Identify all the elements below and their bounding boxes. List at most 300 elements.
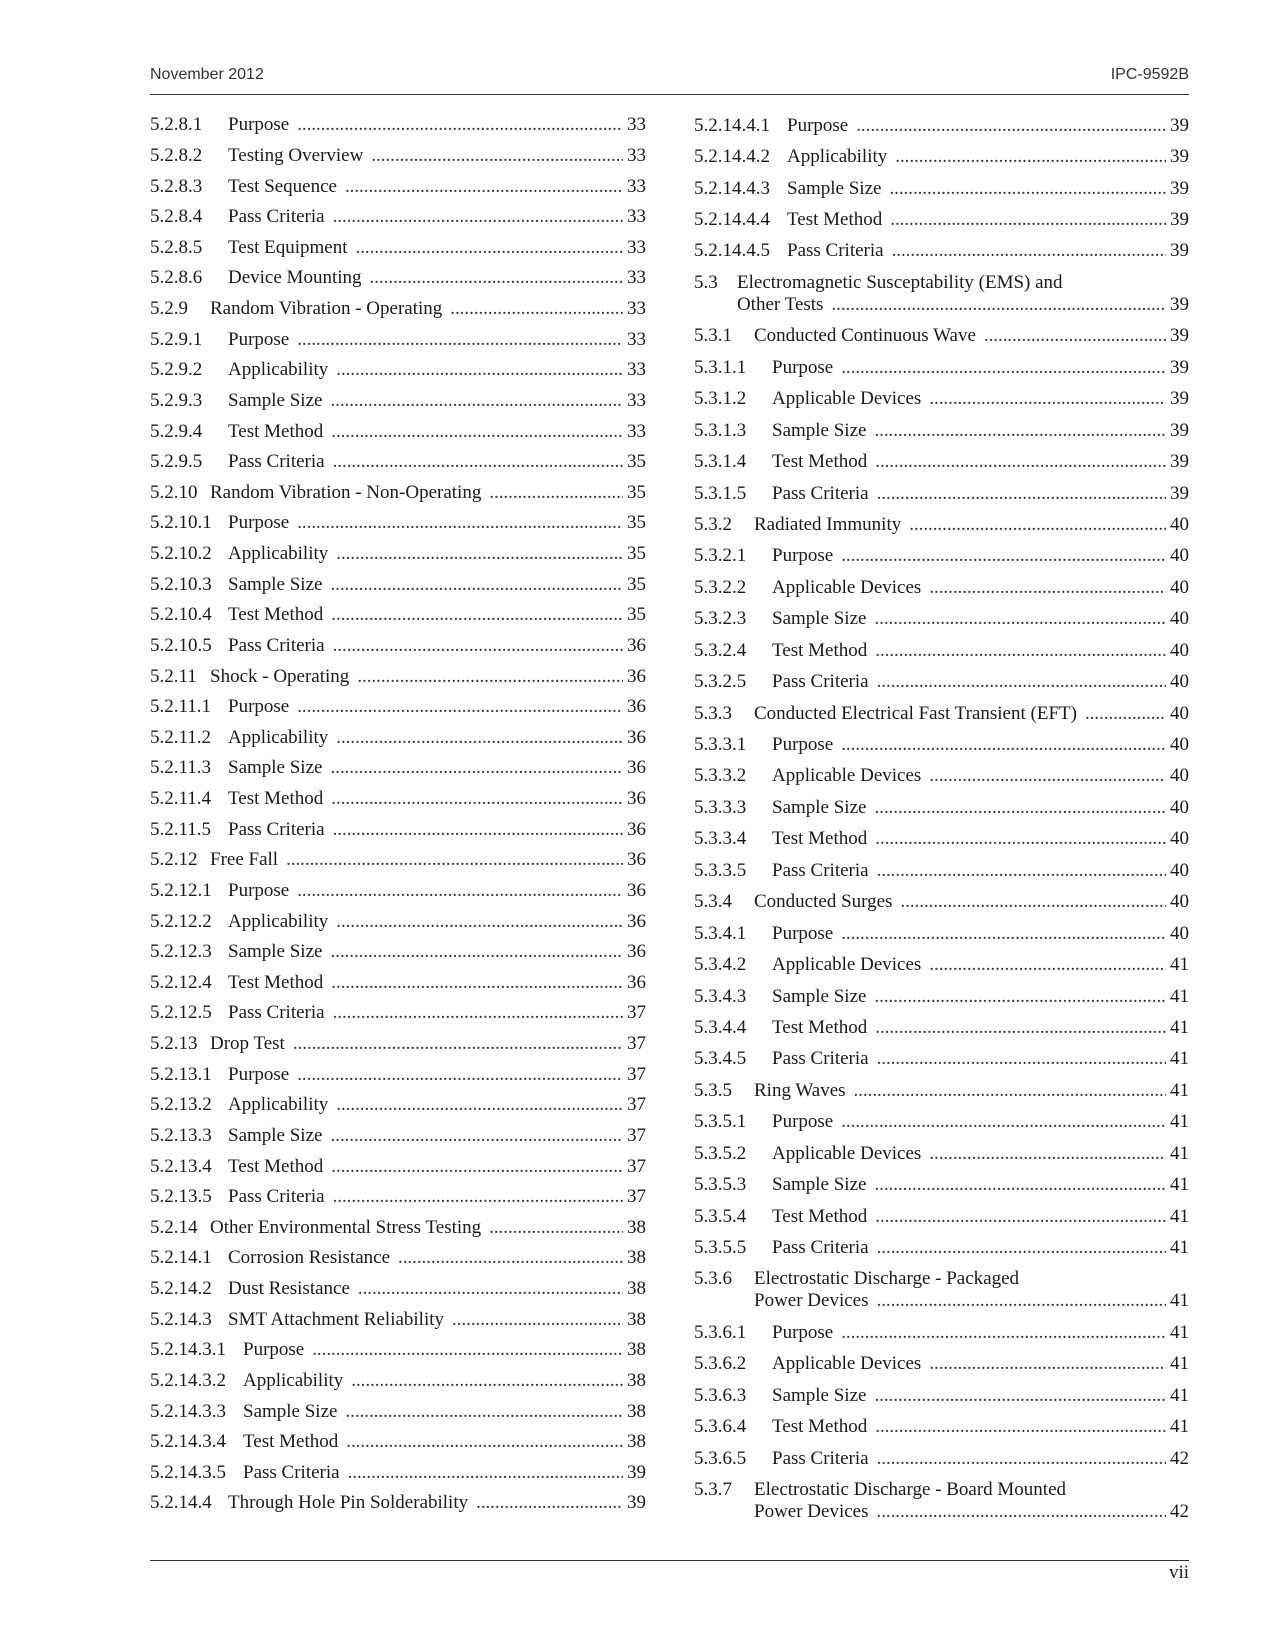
toc-section-title: Radiated Immunity	[754, 513, 902, 535]
toc-page-number: 39	[1170, 356, 1189, 378]
toc-entry[interactable]	[694, 141, 1189, 172]
toc-page-number: 36	[627, 696, 646, 718]
toc-section-title: Test Method	[243, 1431, 339, 1453]
toc-entry[interactable]	[150, 1243, 646, 1274]
toc-dot-leader	[929, 765, 1166, 787]
toc-page-number: 39	[1170, 177, 1189, 199]
toc-entry[interactable]	[694, 1443, 1189, 1474]
toc-section-number: 5.3.3.2	[694, 765, 747, 787]
toc-entry[interactable]	[150, 1090, 646, 1121]
toc-dot-leader	[331, 788, 623, 810]
toc-section-number: 5.2.8.1	[150, 114, 203, 136]
toc-dot-leader	[900, 891, 1166, 913]
toc-entry[interactable]	[694, 321, 1189, 352]
toc-entry[interactable]	[694, 1012, 1189, 1043]
toc-page-number: 39	[627, 1492, 646, 1514]
toc-page-number: 38	[627, 1308, 646, 1330]
toc-dot-leader	[889, 178, 1166, 200]
toc-page-number: 36	[627, 818, 646, 840]
toc-section-title: Purpose	[228, 696, 290, 718]
toc-entry[interactable]	[150, 692, 646, 723]
toc-section-number: 5.2.14.4.1	[694, 114, 770, 136]
toc-dot-leader	[331, 1156, 623, 1178]
toc-entry[interactable]	[694, 1474, 1189, 1527]
toc-dot-leader	[854, 1080, 1166, 1102]
toc-entry[interactable]	[150, 141, 646, 172]
toc-section-title: Purpose	[772, 356, 834, 378]
toc-dot-leader	[875, 1017, 1166, 1039]
toc-page-number: 35	[627, 573, 646, 595]
toc-section-number: 5.2.14.3.5	[150, 1461, 226, 1483]
toc-dot-leader	[895, 146, 1166, 168]
toc-section-title: Purpose	[772, 922, 834, 944]
toc-section-title: Sample Size	[772, 1384, 867, 1406]
toc-entry[interactable]	[150, 600, 646, 631]
toc-section-number: 5.3.6	[694, 1268, 732, 1290]
toc-section-number: 5.2.11.4	[150, 788, 212, 810]
toc-entry[interactable]	[150, 202, 646, 233]
toc-entry[interactable]	[150, 416, 646, 447]
toc-page-number: 33	[627, 328, 646, 350]
toc-section-title: Pass Criteria	[228, 451, 325, 473]
toc-section-title: Sample Size	[772, 608, 867, 630]
toc-dot-leader	[841, 734, 1166, 756]
toc-entry[interactable]	[694, 1349, 1189, 1380]
toc-section-title: Pass Criteria	[772, 671, 869, 693]
toc-entry[interactable]	[150, 539, 646, 570]
toc-entry[interactable]	[694, 572, 1189, 603]
toc-dot-leader	[297, 696, 623, 718]
toc-entry[interactable]	[694, 855, 1189, 886]
toc-section-title: Applicable Devices	[772, 1353, 922, 1375]
toc-page-number: 33	[627, 144, 646, 166]
toc-section-title: Corrosion Resistance	[228, 1247, 391, 1269]
toc-entry[interactable]	[150, 968, 646, 999]
toc-entry[interactable]	[694, 384, 1189, 415]
toc-section-number: 5.2.13.3	[150, 1124, 212, 1146]
toc-dot-leader	[831, 294, 1166, 316]
toc-entry[interactable]	[150, 1151, 646, 1182]
toc-dot-leader	[929, 954, 1166, 976]
toc-entry[interactable]	[150, 171, 646, 202]
toc-dot-leader	[345, 176, 623, 198]
toc-dot-leader	[330, 1125, 623, 1147]
toc-section-number: 5.3.5.5	[694, 1237, 747, 1259]
toc-section-title: Sample Size	[228, 941, 323, 963]
toc-entry[interactable]	[694, 478, 1189, 509]
toc-entry[interactable]	[694, 761, 1189, 792]
toc-section-number: 5.3.5.1	[694, 1111, 747, 1133]
toc-entry[interactable]	[694, 267, 1189, 320]
toc-entry[interactable]	[150, 478, 646, 509]
toc-page-number: 35	[627, 604, 646, 626]
toc-section-title: Test Method	[772, 1416, 868, 1438]
toc-section-number: 5.2.14.2	[150, 1278, 212, 1300]
toc-section-number: 5.2.11.3	[150, 757, 212, 779]
toc-entry[interactable]	[694, 204, 1189, 235]
header-date: November 2012	[150, 66, 264, 83]
toc-section-number: 5.3.3.4	[694, 828, 747, 850]
toc-section-title: Purpose	[228, 328, 290, 350]
toc-section-title: Purpose	[772, 734, 834, 756]
toc-page-number: 41	[1170, 1142, 1189, 1164]
toc-section-title: Test Sequence	[228, 175, 337, 197]
toc-section-number: 5.3.4.1	[694, 922, 747, 944]
toc-dot-leader	[333, 451, 623, 473]
toc-section-number: 5.2.10.5	[150, 634, 212, 656]
toc-dot-leader	[358, 1278, 623, 1300]
toc-entry[interactable]	[150, 324, 646, 355]
toc-dot-leader	[929, 1353, 1166, 1375]
toc-entry[interactable]	[150, 1059, 646, 1090]
toc-dot-leader	[371, 145, 623, 167]
toc-page-number: 36	[627, 849, 646, 871]
toc-dot-leader	[892, 240, 1166, 262]
toc-section-number: 5.3.7	[694, 1479, 732, 1501]
toc-entry[interactable]	[694, 1075, 1189, 1106]
toc-section-number: 5.3.5.2	[694, 1142, 747, 1164]
toc-dot-leader	[489, 1217, 623, 1239]
toc-section-number: 5.2.12.2	[150, 910, 212, 932]
toc-entry[interactable]	[150, 294, 646, 325]
toc-section-title: Applicability	[228, 359, 329, 381]
toc-section-number: 5.3.6.2	[694, 1353, 747, 1375]
toc-section-title: Pass Criteria	[787, 240, 884, 262]
toc-dot-leader	[476, 1492, 623, 1514]
toc-section-number: 5.3.5.4	[694, 1205, 747, 1227]
toc-section-number: 5.3.6.1	[694, 1321, 747, 1343]
toc-entry[interactable]	[150, 1213, 646, 1244]
toc-page-number: 41	[1170, 1353, 1189, 1375]
toc-section-title: Pass Criteria	[772, 859, 869, 881]
toc-dot-leader	[875, 828, 1166, 850]
toc-page-number: 40	[1170, 922, 1189, 944]
toc-dot-leader	[330, 574, 623, 596]
toc-dot-leader	[286, 849, 623, 871]
toc-entry[interactable]	[150, 1121, 646, 1152]
toc-page-number: 38	[627, 1216, 646, 1238]
toc-entry[interactable]	[150, 508, 646, 539]
toc-page-number: 41	[1170, 1174, 1189, 1196]
toc-entry[interactable]	[150, 263, 646, 294]
toc-entry[interactable]	[694, 635, 1189, 666]
toc-entry[interactable]	[694, 1412, 1189, 1443]
toc-section-title: Applicability	[787, 146, 888, 168]
toc-entry[interactable]	[150, 110, 646, 141]
toc-entry[interactable]	[694, 446, 1189, 477]
toc-section-title: Test Method	[228, 1155, 324, 1177]
toc-section-title: Pass Criteria	[228, 1002, 325, 1024]
toc-entry[interactable]	[694, 541, 1189, 572]
toc-entry[interactable]	[150, 1427, 646, 1458]
toc-entry[interactable]	[150, 814, 646, 845]
toc-entry[interactable]	[150, 723, 646, 754]
toc-section-title-continued: Power Devices	[754, 1290, 869, 1312]
toc-entry[interactable]	[694, 698, 1189, 729]
toc-page-number: 37	[627, 1094, 646, 1116]
toc-dot-leader	[984, 325, 1166, 347]
toc-page-number: 39	[1170, 451, 1189, 473]
toc-dot-leader	[877, 1448, 1166, 1470]
running-header	[150, 64, 1189, 95]
toc-section-title: Through Hole Pin Solderability	[228, 1492, 469, 1514]
toc-entry[interactable]	[694, 604, 1189, 635]
toc-entry[interactable]	[150, 233, 646, 264]
toc-entry[interactable]	[150, 1488, 646, 1519]
toc-section-number: 5.2.11.5	[150, 818, 212, 840]
toc-dot-leader	[348, 1462, 623, 1484]
toc-entry[interactable]	[150, 784, 646, 815]
toc-section-number: 5.2.14.4	[150, 1492, 212, 1514]
toc-entry[interactable]	[694, 1201, 1189, 1232]
toc-page-number: 40	[1170, 639, 1189, 661]
toc-page-number: 36	[627, 665, 646, 687]
toc-entry[interactable]	[150, 1396, 646, 1427]
toc-section-number: 5.3.1.5	[694, 482, 747, 504]
toc-entry[interactable]	[150, 386, 646, 417]
toc-entry[interactable]	[694, 949, 1189, 980]
toc-section-title: Conducted Surges	[754, 891, 893, 913]
toc-section-title: Testing Overview	[228, 144, 364, 166]
toc-entry[interactable]	[150, 937, 646, 968]
toc-dot-leader	[357, 666, 623, 688]
toc-page-number: 41	[1170, 1384, 1189, 1406]
toc-section-title-continued: Power Devices	[754, 1501, 869, 1523]
toc-page-number: 40	[1170, 796, 1189, 818]
toc-dot-leader	[841, 1322, 1166, 1344]
toc-entry[interactable]	[150, 661, 646, 692]
toc-entry[interactable]	[694, 792, 1189, 823]
toc-entry[interactable]	[150, 998, 646, 1029]
toc-section-title: Test Method	[772, 828, 868, 850]
toc-dot-leader	[297, 880, 623, 902]
toc-page-number: 36	[627, 910, 646, 932]
toc-entry[interactable]	[694, 1317, 1189, 1348]
toc-entry[interactable]	[694, 110, 1189, 141]
page-number: vii	[1168, 1562, 1189, 1583]
toc-section-number: 5.2.8.5	[150, 236, 203, 258]
toc-section-title: Pass Criteria	[772, 1447, 869, 1469]
toc-section-number: 5.3.1.3	[694, 419, 747, 441]
toc-page-number: 37	[627, 1033, 646, 1055]
toc-section-title: Applicability	[228, 726, 329, 748]
toc-section-title: Applicable Devices	[772, 576, 922, 598]
toc-section-title: Drop Test	[210, 1033, 285, 1055]
toc-section-title: Test Method	[228, 604, 324, 626]
toc-dot-leader	[877, 1501, 1167, 1523]
toc-section-number: 5.2.14.4.5	[694, 240, 770, 262]
toc-entry[interactable]	[150, 355, 646, 386]
toc-dot-leader	[452, 1309, 623, 1331]
toc-page-number: 36	[627, 879, 646, 901]
toc-section-number: 5.2.10.3	[150, 573, 212, 595]
toc-page-number: 41	[1170, 985, 1189, 1007]
toc-section-number: 5.2.13.4	[150, 1155, 212, 1177]
toc-entry[interactable]	[150, 753, 646, 784]
toc-entry[interactable]	[694, 1380, 1189, 1411]
toc-dot-leader	[874, 420, 1166, 442]
toc-section-title: Test Method	[772, 639, 868, 661]
toc-entry[interactable]	[150, 845, 646, 876]
toc-section-title: Applicable Devices	[772, 388, 922, 410]
toc-dot-leader	[929, 388, 1166, 410]
toc-section-title: Pass Criteria	[772, 1048, 869, 1070]
toc-section-title: Electromagnetic Susceptability (EMS) and	[737, 271, 1063, 293]
toc-dot-leader	[1085, 703, 1166, 725]
toc-section-number: 5.3.3	[694, 702, 732, 724]
toc-section-number: 5.2.8.6	[150, 267, 203, 289]
toc-section-number: 5.3.6.3	[694, 1384, 747, 1406]
toc-section-title: Applicable Devices	[772, 1142, 922, 1164]
toc-section-title: SMT Attachment Reliability	[228, 1308, 445, 1330]
toc-page-number: 40	[1170, 545, 1189, 567]
toc-section-number: 5.2.13.2	[150, 1094, 212, 1116]
toc-section-title: Purpose	[243, 1339, 305, 1361]
toc-entry[interactable]	[694, 1044, 1189, 1075]
toc-section-title: Pass Criteria	[228, 634, 325, 656]
toc-section-number: 5.3.2	[694, 513, 732, 535]
toc-dot-leader	[333, 1186, 623, 1208]
toc-entry[interactable]	[150, 1182, 646, 1213]
toc-page-number: 40	[1170, 576, 1189, 598]
toc-entry[interactable]	[150, 1335, 646, 1366]
toc-entry[interactable]	[694, 1169, 1189, 1200]
toc-dot-leader	[356, 237, 623, 259]
toc-section-title: Sample Size	[228, 757, 323, 779]
toc-section-title: Sample Size	[228, 1124, 323, 1146]
toc-page-number: 33	[627, 206, 646, 228]
toc-section-number: 5.2.8.2	[150, 144, 203, 166]
toc-left-column	[150, 110, 646, 1519]
toc-section-number: 5.3.2.2	[694, 576, 747, 598]
toc-section-title: Applicability	[228, 543, 329, 565]
toc-entry[interactable]	[694, 1107, 1189, 1138]
toc-entry[interactable]	[150, 1029, 646, 1060]
toc-entry[interactable]	[694, 1232, 1189, 1263]
toc-dot-leader	[297, 1064, 623, 1086]
toc-page-number: 36	[627, 788, 646, 810]
toc-dot-leader	[336, 727, 623, 749]
toc-section-title: Electrostatic Discharge - Board Mounted	[754, 1479, 1066, 1501]
toc-page-number: 37	[627, 1155, 646, 1177]
toc-entry[interactable]	[694, 236, 1189, 267]
toc-dot-leader	[333, 1002, 623, 1024]
toc-dot-leader	[297, 512, 623, 534]
toc-entry[interactable]	[150, 1366, 646, 1397]
toc-section-title: Test Method	[772, 451, 868, 473]
toc-section-number: 5.2.10.4	[150, 604, 212, 626]
toc-section-title: Conducted Electrical Fast Transient (EFT)	[754, 702, 1077, 724]
toc-dot-leader	[877, 483, 1166, 505]
toc-section-number: 5.2.9.1	[150, 328, 203, 350]
toc-entry[interactable]	[150, 447, 646, 478]
toc-dot-leader	[877, 1048, 1166, 1070]
toc-section-number: 5.2.13.5	[150, 1186, 212, 1208]
toc-entry[interactable]	[694, 415, 1189, 446]
toc-page-number: 38	[627, 1431, 646, 1453]
toc-section-number: 5.2.14.1	[150, 1247, 212, 1269]
toc-dot-leader	[336, 1094, 623, 1116]
toc-entry[interactable]	[694, 887, 1189, 918]
toc-page-number: 37	[627, 1186, 646, 1208]
toc-page-number: 36	[627, 757, 646, 779]
toc-section-title: Test Method	[228, 420, 324, 442]
toc-entry[interactable]	[694, 666, 1189, 697]
toc-entry[interactable]	[150, 906, 646, 937]
toc-entry[interactable]	[694, 918, 1189, 949]
toc-entry[interactable]	[150, 876, 646, 907]
toc-page-number: 39	[1170, 209, 1189, 231]
toc-page-number: 40	[1170, 608, 1189, 630]
toc-section-number: 5.3.4.3	[694, 985, 747, 1007]
toc-section-title: Purpose	[772, 1321, 834, 1343]
toc-dot-leader	[874, 1385, 1166, 1407]
toc-page-number: 33	[627, 114, 646, 136]
toc-entry[interactable]	[150, 631, 646, 662]
toc-dot-leader	[856, 115, 1166, 137]
toc-entry[interactable]	[694, 352, 1189, 383]
toc-dot-leader	[929, 577, 1166, 599]
toc-section-title: Purpose	[228, 1063, 290, 1085]
toc-section-title: Sample Size	[772, 419, 867, 441]
toc-section-number: 5.3.1.4	[694, 451, 747, 473]
toc-dot-leader	[336, 911, 623, 933]
toc-section-number: 5.3.4.4	[694, 1016, 747, 1038]
toc-page-number: 35	[627, 512, 646, 534]
toc-dot-leader	[877, 1290, 1167, 1312]
toc-section-title: Free Fall	[210, 849, 279, 871]
toc-entry[interactable]	[694, 173, 1189, 204]
toc-section-number: 5.3.2.4	[694, 639, 747, 661]
toc-page-number: 33	[627, 359, 646, 381]
toc-entry[interactable]	[150, 1458, 646, 1489]
toc-section-title: Sample Size	[228, 389, 323, 411]
toc-section-title: Sample Size	[772, 1174, 867, 1196]
toc-dot-leader	[330, 941, 623, 963]
toc-dot-leader	[874, 608, 1166, 630]
toc-dot-leader	[841, 357, 1166, 379]
toc-section-title: Test Method	[772, 1016, 868, 1038]
toc-section-number: 5.2.10.1	[150, 512, 212, 534]
toc-entry[interactable]	[694, 509, 1189, 540]
toc-section-number: 5.2.8.3	[150, 175, 203, 197]
toc-page-number: 36	[627, 971, 646, 993]
toc-section-number: 5.2.14.3	[150, 1308, 212, 1330]
toc-section-title: Device Mounting	[228, 267, 362, 289]
toc-entry[interactable]	[694, 1138, 1189, 1169]
toc-dot-leader	[336, 543, 623, 565]
toc-entry[interactable]	[150, 569, 646, 600]
toc-entry[interactable]	[694, 824, 1189, 855]
toc-page-number: 33	[627, 236, 646, 258]
toc-page-number: 33	[627, 267, 646, 289]
toc-entry[interactable]	[150, 1274, 646, 1305]
toc-dot-leader	[877, 671, 1166, 693]
toc-dot-leader	[370, 267, 623, 289]
toc-entry[interactable]	[150, 1304, 646, 1335]
toc-section-title: Sample Size	[772, 796, 867, 818]
toc-page-number: 39	[1170, 240, 1189, 262]
toc-dot-leader	[874, 986, 1166, 1008]
toc-entry[interactable]	[694, 729, 1189, 760]
toc-section-number: 5.2.14.4.4	[694, 209, 770, 231]
toc-section-number: 5.2.14.3.2	[150, 1369, 226, 1391]
toc-page-number: 39	[1170, 114, 1189, 136]
toc-section-number: 5.3.1.2	[694, 388, 747, 410]
toc-entry[interactable]	[694, 981, 1189, 1012]
toc-entry[interactable]	[694, 1264, 1189, 1317]
toc-page-number: 39	[1170, 325, 1189, 347]
